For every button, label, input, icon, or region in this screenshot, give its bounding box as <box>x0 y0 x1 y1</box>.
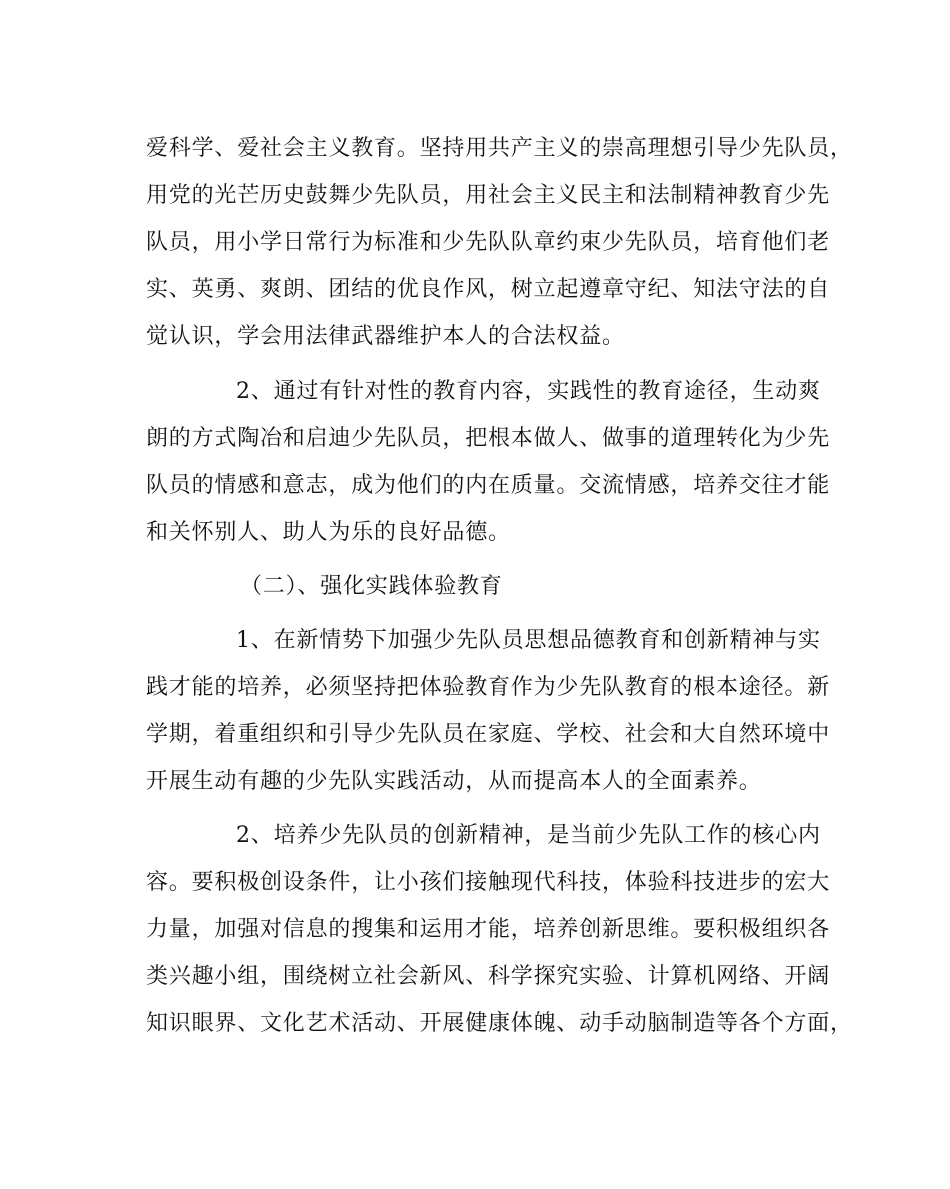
paragraph-line: 队员的情感和意志，成为他们的内在质量。交流情感，培养交往才能 <box>146 473 831 498</box>
paragraph-line: 容。要积极创设条件，让小孩们接触现代科技，体验科技进步的宏大 <box>146 870 831 895</box>
paragraph-line: 知识眼界、文化艺术活动、开展健康体魄、动手动脑制造等各个方面， <box>146 1011 853 1036</box>
paragraph-line: 队员，用小学日常行为标准和少先队队章约束少先队员，培育他们老 <box>146 230 831 255</box>
paragraph-line: 开展生动有趣的少先队实践活动，从而提高本人的全面素养。 <box>146 769 762 794</box>
paragraph-line: 2、培养少先队员的创新精神，是当前少先队工作的核心内 <box>236 823 821 848</box>
paragraph-line: 朗的方式陶冶和启迪少先队员，把根本做人、做事的道理转化为少先 <box>146 426 831 451</box>
paragraph-line: 和关怀别人、助人为乐的良好品德。 <box>146 520 511 545</box>
paragraph-line: 力量，加强对信息的搜集和运用才能，培养创新思维。要积极组织各 <box>146 917 831 942</box>
paragraph-line: 觉认识，学会用法律武器维护本人的合法权益。 <box>146 324 625 349</box>
section-heading: （二）、强化实践体验教育 <box>240 574 503 599</box>
paragraph-line: 1、在新情势下加强少先队员思想品德教育和创新精神与实 <box>236 628 821 653</box>
paragraph-line: 类兴趣小组，围绕树立社会新风、科学探究实验、计算机网络、开阔 <box>146 964 831 989</box>
paragraph-line: 实、英勇、爽朗、团结的优良作风，树立起遵章守纪、知法守法的自 <box>146 277 831 302</box>
paragraph-line: 用党的光芒历史鼓舞少先队员，用社会主义民主和法制精神教育少先 <box>146 183 831 208</box>
paragraph-line: 2、通过有针对性的教育内容，实践性的教育途径，生动爽 <box>236 379 821 404</box>
paragraph-line: 践才能的培养，必须坚持把体验教育作为少先队教育的根本途径。新 <box>146 675 831 700</box>
paragraph-line: 爱科学、爱社会主义教育。坚持用共产主义的崇高理想引导少先队员， <box>146 136 853 161</box>
paragraph-line: 学期，着重组织和引导少先队员在家庭、学校、社会和大自然环境中 <box>146 722 831 747</box>
